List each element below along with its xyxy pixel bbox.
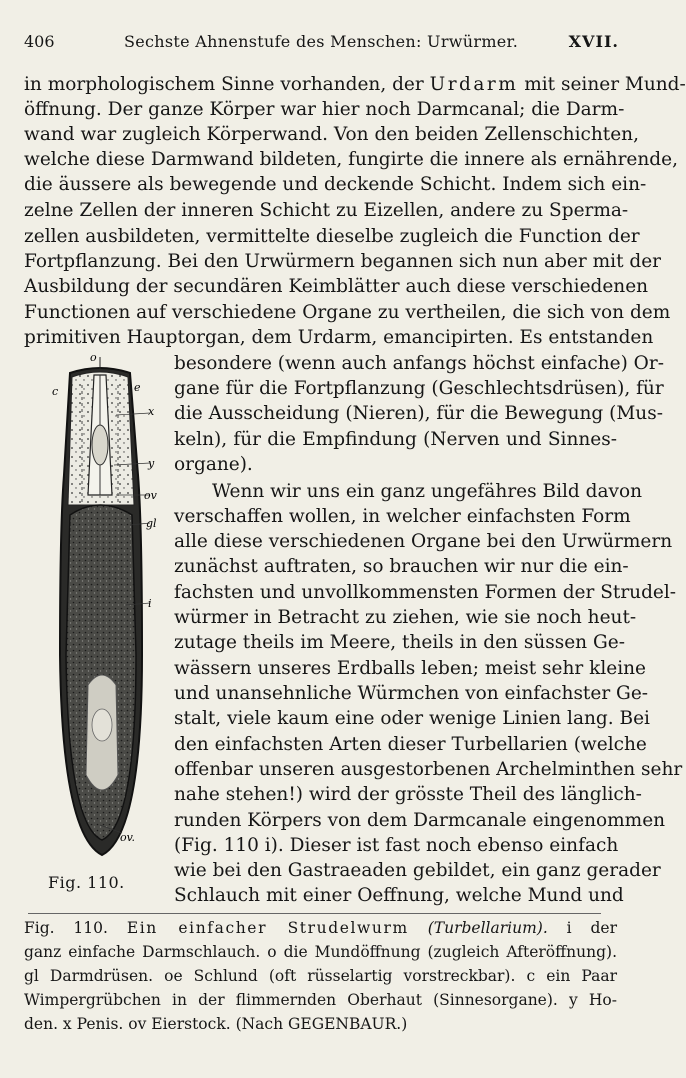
body-line: öffnung. Der ganze Körper war hier noch Darmcanal; die Darm- <box>24 99 625 120</box>
turbellarian-figure <box>30 351 170 905</box>
body-line: zunächst auftraten, so brauchen wir nur die ein- <box>174 556 629 577</box>
label-e: e <box>134 381 141 394</box>
label-gl: gl <box>146 517 157 530</box>
caption-line: den. x Penis. ov Eierstock. (Nach GEGENBAUR.) <box>24 1015 408 1033</box>
label-y: y <box>148 457 155 470</box>
page-header <box>24 32 619 54</box>
body-line: Functionen auf verschiedene Organe zu vertheilen, die sich von dem <box>24 302 671 323</box>
chapter-number: XVII. <box>568 32 619 51</box>
body-line: den einfachsten Arten dieser Turbellarien (welche <box>174 734 647 755</box>
body-line: Fortpflanzung. Bei den Urwürmern begannen sich nun aber mit der <box>24 251 662 272</box>
body-line: und unansehnliche Würmchen von einfachster Ge- <box>174 683 649 704</box>
body-line: alle diese verschiedenen Organe bei den Urwürmern <box>174 531 673 552</box>
body-line: welche diese Darmwand bildeten, fungirte die innere als ernährende, <box>24 149 678 170</box>
caption-title: Ein einfacher Strudelwurm <box>126 919 409 937</box>
caption-line: Fig. 110. Ein einfacher Strudelwurm (Turbellarium). i der <box>24 919 617 937</box>
body-line: besondere (wenn auch anfangs höchst einfache) Or- <box>174 353 664 374</box>
paragraph-start-line: Wenn wir uns ein ganz ungefähres Bild davon <box>212 481 643 502</box>
body-line: gane für die Fortpflanzung (Geschlechtsdrüsen), für <box>174 378 664 399</box>
body-line: zutage theils im Meere, theils in den süssen Ge- <box>174 632 625 653</box>
label-i: i <box>148 597 152 610</box>
body-line: stalt, viele kaum eine oder wenige Linien lang. Bei <box>174 708 650 729</box>
page-number: 406 <box>24 32 55 51</box>
figure-label: Fig. 110. <box>48 873 125 892</box>
body-line: wässern unseres Erdballs leben; meist sehr kleine <box>174 658 646 679</box>
body-line: primitiven Hauptorgan, dem Urdarm, emancipirten. Es entstanden <box>24 327 654 348</box>
body-line: (Fig. 110 i). Dieser ist fast noch ebenso einfach <box>174 835 619 856</box>
body-line: organe). <box>174 454 253 475</box>
caption-line: gl Darmdrüsen. oe Schlund (oft rüsselartig vorstreckbar). c ein Paar <box>24 967 617 985</box>
body-line: runden Körpers von dem Darmcanale eingenommen <box>174 810 666 831</box>
running-title: Sechste Ahnenstufe des Menschen: Urwürmer. <box>124 32 519 51</box>
caption-latin: (Turbellarium). <box>427 919 548 937</box>
body-line: nahe stehen!) wird der grösste Theil des länglich- <box>174 784 642 805</box>
caption-rule <box>28 913 601 914</box>
body-line: keln), für die Empfindung (Nerven und Sinnes- <box>174 429 617 450</box>
caption-line: Wimpergrübchen in der flimmernden Oberhaut (Sinnesorgane). y Ho- <box>24 991 617 1009</box>
body-line: die äussere als bewegende und deckende Schicht. Indem sich ein- <box>24 174 647 195</box>
body-line: wand war zugleich Körperwand. Von den beiden Zellenschichten, <box>24 124 639 145</box>
label-o: o <box>90 351 97 364</box>
label-x: x <box>148 405 155 418</box>
body-line: wie bei den Gastraeaden gebildet, ein ganz gerader <box>174 860 661 881</box>
spaced-term: Urdarm <box>429 74 519 95</box>
body-line: Ausbildung der secundären Keimblätter auch diese verschiedenen <box>24 276 649 297</box>
body-line: offenbar unseren ausgestorbenen Archelminthen sehr <box>174 759 683 780</box>
worm-illustration <box>30 351 170 875</box>
label-ov-bottom: ov. <box>120 831 136 844</box>
caption-line: ganz einfache Darmschlauch. o die Mundöffnung (zugleich Afteröffnung). <box>24 943 617 961</box>
body-line: Schlauch mit einer Oeffnung, welche Mund und <box>174 885 624 906</box>
body-line: zelne Zellen der inneren Schicht zu Eizellen, andere zu Sperma- <box>24 200 629 221</box>
body-line: in morphologischem Sinne vorhanden, der Urdarm mit seiner Mund- <box>24 74 686 95</box>
body-line: die Ausscheidung (Nieren), für die Bewegung (Mus- <box>174 403 663 424</box>
body-line: zellen ausbildeten, vermittelte dieselbe zugleich die Function der <box>24 226 640 247</box>
label-c: c <box>52 385 59 398</box>
body-line: würmer in Betracht zu ziehen, wie sie noch heut- <box>174 607 637 628</box>
body-line: fachsten und unvollkommensten Formen der Strudel- <box>174 582 677 603</box>
label-ov-top: ov <box>144 489 157 502</box>
body-line: verschaffen wollen, in welcher einfachsten Form <box>174 506 631 527</box>
